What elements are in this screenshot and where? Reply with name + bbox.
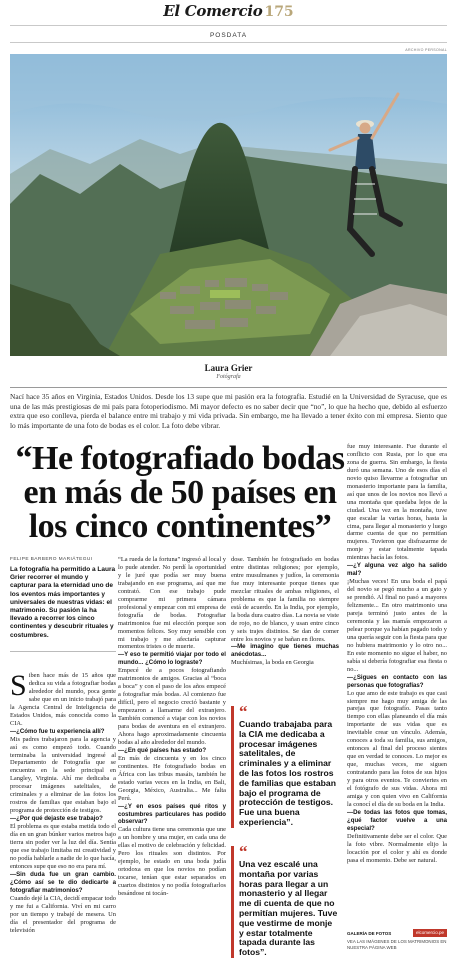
interview-answer: Mis padres trabajaron para la agencia y así es como empezó todo. Cuando terminaba la universidad ingresé al Departamento de Fotografía que se encuentra en la sede principal en Langley, Virginia. Ahí me dedicaba a procesar imágenes satelitales, de criminales y a eliminar de las fotos los rostros de familias que estaban bajo el programa de protección de testigos.: [10, 735, 116, 815]
main-photo: [10, 54, 447, 356]
masthead: [0, 0, 457, 28]
interview-answer: fue muy interesante. Fue durante el conflicto con Rusia, por lo que era zona de guerra. Sin embargo, la fiesta duró una semana. Uno de esos días el novio quiso llevarme a fotografiar un monasterio importante para la familia, así que unos de los novios nos llevó a una montaña que quedaba lejos de la ciudad. Una vez en la montaña, tuve que escalar la varias horas, hasta la cima, para llegar al monasterio y luego darme cuenta de que no permitían mujeres. Tuvieron que disfrazarme de monje y estar totalmente tapada mientras hacía las fotos.: [347, 443, 447, 562]
interview-answer: “La rueda de la fortuna” ingresó al local y lo pude atender. No perdí la oportunidad y le juré que podía ser muy buena trabajando en ese programa, así que me contrató. Con ese trabajo pude comprarme mi primera cámara profesional y empezar con mi empresa de fotografía de bodas. Fotografiar matrimonios fue mi elección porque son momentos felices. Soy muy sensible con mi trabajo y me afectaría capturar momentos tristes o de muerte.: [118, 556, 226, 651]
body-column-3: [231, 556, 339, 686]
quote-mark-icon: “: [239, 842, 248, 861]
section-title: POSDATA: [209, 32, 248, 39]
masthead-rule: [10, 25, 447, 26]
interview-answer: Lo que amo de este trabajo es que casi siempre me hago muy amiga de las parejas que fotografío. Pasas tanto tiempo con ellas planeando el día más importante de sus vidas que es inevitable crear un vínculo. Además, conoces a toda su familia, sus amigos, entonces al final del proceso sientes que en verdad te conoces. Lo mejor es que, muchas veces, me siguen contratando para las fotos de sus hijos y para otros eventos. Te conviertes en el fotógrafo de sus vidas. Ahora mi amiga y con quien vivo en California la conocí el día de su boda en la India.: [347, 689, 447, 808]
subject-name: Laura Grier: [204, 363, 253, 373]
body-column-4: [347, 443, 447, 926]
interview-question: —¿Cómo fue tu experiencia allí?: [10, 727, 105, 735]
section-rule: [10, 42, 447, 43]
headline: “He fotografiado bodas en más de 50 países en los cinco continentes”: [15, 440, 345, 545]
subject-role: Fotógrafa: [216, 374, 241, 380]
promo-bar: [347, 929, 447, 937]
byline: FELIPE BARBERO MARIÁTEGUI: [10, 557, 93, 562]
interview-answer: Cada cultura tiene una ceremonia que une a un hombre y una mujer, en cada una de ellas el motivo de celebración y felicidad. Pero los rituales son distintos. Por ejemplo, he estado en una boda judía ortodoxa en que los novios no podían tocarse, tenían que estar separados en cuartos distintos y no podía fotografiarlos besándose ni tocán-: [118, 826, 226, 898]
quote-mark-icon: “: [239, 702, 248, 721]
pull-quote-text: Cuando trabajaba para la CIA me dedicaba a procesar imágenes satelitales, de criminales y a eliminar de las fotos los rostros de familias que estaban bajo el programa de protección de testigos. Fue una buena experiencia”.: [239, 719, 336, 827]
body-column-2: [118, 556, 226, 960]
newspaper-logo: El Comercio: [163, 2, 263, 20]
pull-quote-1: [231, 702, 339, 828]
pull-quote-2: [231, 842, 339, 958]
pull-quote-text: Una vez escalé una montaña por varias horas para llegar a un monasterio y al llegar me di cuenta de que no permitían mujeres. Tuve que vestirme de monje y estar totalmente tapada durante las fotos”.: [239, 859, 338, 958]
interview-answer: El problema es que estaba metida todo el día en un gran búnker varios metros bajo tierra sin poder ver la luz del día. Sentía que ese trabajo limitaba mi creatividad y no podía hablarle a nadie de lo que hacía, entonces supe que eso no era para mí.: [10, 823, 116, 870]
body-column-1: [10, 672, 116, 960]
interview-question: —¿Y en esos países qué ritos y costumbres particulares has podido observar?: [118, 802, 226, 826]
interview-question: —De todas las fotos que tomas, ¿qué factor vuelve a una especial?: [347, 808, 447, 832]
promo-label: GALERÍA DE FOTOS: [347, 930, 392, 936]
lede: La fotografía ha permitido a Laura Grier recorrer el mundo y capturar para la eternidad uno de los eventos más importantes y universales de nuestras vidas: el matrimonio. Su pasión la ha llevado a recorrer los cinco continentes y descubrir rituales y costumbres.: [10, 566, 116, 639]
interview-question: —¿En qué países has estado?: [118, 746, 207, 754]
photo-credit: ARCHIVO PERSONAL: [405, 48, 447, 52]
interview-answer: Empecé de a pocos fotografiando matrimonios de amigos. Gracias al “boca a boca” y con el paso de los años empecé a fotografiar más bodas. Al comienzo fue difícil, pero el negocio creció bastante y empezaron a llamarme del extranjero. También comencé a viajar con los novios para bodas de aventura en el extranjero. Ahora hago aproximadamente cincuenta bodas al año alrededor del mundo.: [118, 667, 226, 746]
interview-question: —Me imagino que tienes muchas anécdotas...: [231, 643, 339, 659]
interview-question: —¿Sigues en contacto con las personas que fotografías?: [347, 673, 447, 689]
promo-description: VEA LAS IMÁGENES DE LOS MATRIMONIOS EN NUESTRA PÁGINA WEB: [347, 939, 447, 950]
lead-paragraph: [10, 672, 116, 728]
promo-url-link[interactable]: elcomercio.pe: [413, 929, 447, 937]
interview-answer: ¡Muchas veces! En una boda el papá del novio se pegó mucho a un gato y se prendió. Al final no pasó a mayores felizmente... En otro matrimonio una pareja terminó justo antes de la ceremonia y las mamás empezaron a pelear porque ya habían pagado todo y una quería seguir con la fiesta para que no hubiera matrimonio y lo otro no... En este momento no sigue el haber, no sabía si debería fotografiar esa fiesta o no...: [347, 578, 447, 673]
interview-question: —Y eso te permitió viajar por todo el mundo... ¿Cómo lo lograste?: [118, 651, 226, 667]
machu-picchu-illustration: [10, 54, 447, 356]
interview-answer: En más de cincuenta y en los cinco continentes. He fotografiado bodas en África con las tribus masáis, también he estado varias veces en la India, en Bali, Georgia, México, Australia... Me falta Perú.: [118, 754, 226, 802]
bio-paragraph: Nací hace 35 años en Virginia, Estados Unidos. Desde los 13 supe que mi pasión era la fotografía. Estudié en la Universidad de Syracuse, que es una de las más prestigiosas de mi país para fotoperiodismo. Mi mayor defecto es no saber decir que “no”, lo que ha hecho que, debido al esfuerzo extra que eso conlleva, pierda el balance entre mi trabajo y mi vida privada. Sin embargo, me ha llevado a tener éxito con mi empresa. Siento que lo más importante de una foto de bodas es el color. La foto debe vibrar.: [10, 387, 447, 430]
lead-text: iben hace más de 15 años que dedica su vida a fotografiar bodas alrededor del mundo, poca gente sabe que en un inicio trabajó para la Agencia Central de Inteligencia de Estados Unidos, más conocida como la CIA.: [10, 672, 116, 727]
interview-question: —¿Y alguna vez algo ha salido mal?: [347, 562, 447, 578]
interview-answer: Muchísimas, la boda en Georgia: [231, 659, 314, 667]
interview-answer: Cuando dejé la CIA, decidí empacar todo y me fui a California. Viví en mi carro por un tiempo y trabajé de mesera. Un día el presentador del programa de televisión: [10, 894, 116, 934]
drop-cap: S: [10, 672, 27, 702]
photo-gallery-promo[interactable]: [347, 929, 447, 951]
interview-answer: dose. También he fotografiado en bodas entre distintas religiones; por ejemplo, entre musulmanes y judíos, la ceremonia fue muy interesante porque tienes que mezclar rituales de ambas religiones, el problema es que la familia no siempre está de acuerdo. En la India, por ejemplo, la boda dura cuatro días. La novia se viste de rojo, no de blanco, y usan entre cinco y seis trajes distintos. Se dan de comer entre los novios y se bañan en flores.: [231, 556, 339, 643]
anniversary-badge: 175: [264, 4, 294, 20]
interview-answer: Definitivamente debe ser el color. Que la foto vibre. Normalmente elijo la locación por el color y ahí es donde pasa el momento. Debe ser natural.: [347, 832, 447, 864]
lede-rule: [10, 651, 116, 652]
interview-question: —Sin duda fue un gran cambio. ¿Cómo así se te dio dedicarte a fotografiar matrimonios?: [10, 870, 116, 894]
interview-question: —¿Por qué dejaste ese trabajo?: [10, 815, 103, 823]
subject-name-block: [0, 363, 457, 380]
